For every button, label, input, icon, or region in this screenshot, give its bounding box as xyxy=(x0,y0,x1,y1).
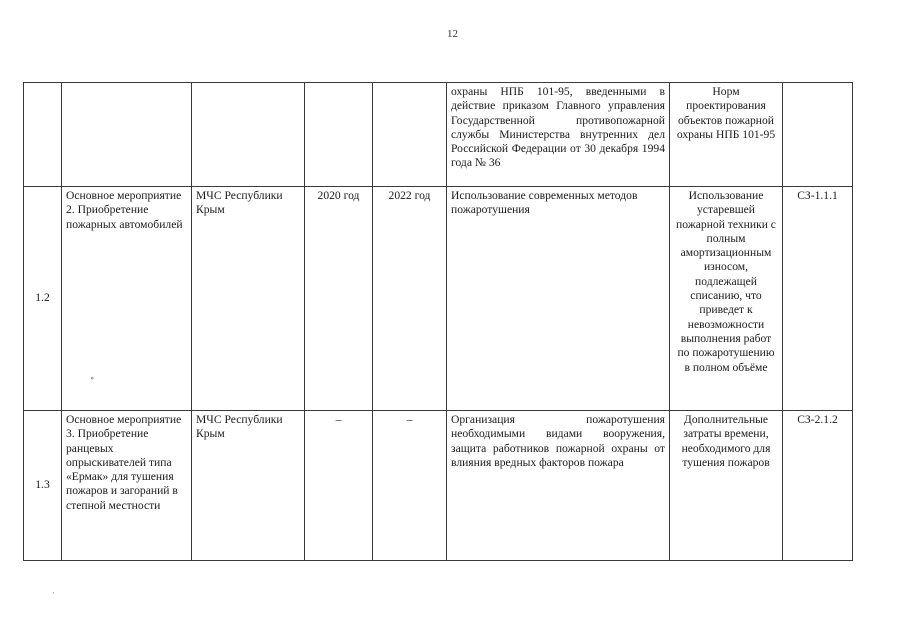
end-year: 2022 год xyxy=(373,187,447,411)
consequences: Дополнительные затраты времени, необходимого для тушения пожаров xyxy=(670,411,783,561)
executor xyxy=(192,83,305,187)
end-year xyxy=(373,83,447,187)
program-events-table xyxy=(23,82,853,561)
start-year: – xyxy=(305,411,373,561)
scan-mark: · xyxy=(52,588,55,598)
event-name xyxy=(62,83,192,187)
expected-result: Использование современных методов пожаротушения xyxy=(447,187,670,411)
expected-result: Организация пожаротушения необходимыми видами вооружения, защита работников пожарной охраны от влияния вредных факторов пожара xyxy=(447,411,670,561)
end-year: – xyxy=(373,411,447,561)
table-row xyxy=(24,83,853,187)
indicator-link xyxy=(783,83,853,187)
page-number: 12 xyxy=(447,28,458,40)
start-year xyxy=(305,83,373,187)
consequences: Норм проектирования объектов пожарной охраны НПБ 101-95 xyxy=(670,83,783,187)
scan-mark: ∘ xyxy=(90,373,95,383)
row-number xyxy=(24,83,62,187)
table-row xyxy=(24,187,853,411)
executor: МЧС Республики Крым xyxy=(192,411,305,561)
start-year: 2020 год xyxy=(305,187,373,411)
executor: МЧС Республики Крым xyxy=(192,187,305,411)
expected-result: охраны НПБ 101-95, введенными в действие приказом Главного управления Государственной противопожарной службы Министерства внутренних дел Российской Федерации от 30 декабря 1994 года № 36 xyxy=(447,83,670,187)
consequences: Использование устаревшей пожарной техники с полным амортизационным износом, подлежащей списанию, что приведет к невозможности выполнения работ по пожаротушению в полном объёме xyxy=(670,187,783,411)
indicator-link: СЗ-1.1.1 xyxy=(783,187,853,411)
event-name: Основное мероприятие 2. Приобретение пожарных автомобилей xyxy=(62,187,192,411)
indicator-link: СЗ-2.1.2 xyxy=(783,411,853,561)
row-number: 1.3 xyxy=(24,411,62,561)
table-row xyxy=(24,411,853,561)
event-name: Основное мероприятие 3. Приобретение ранцевых опрыскивателей типа «Ермак» для тушения пожаров и загораний в степной местности xyxy=(62,411,192,561)
row-number: 1.2 xyxy=(24,187,62,411)
